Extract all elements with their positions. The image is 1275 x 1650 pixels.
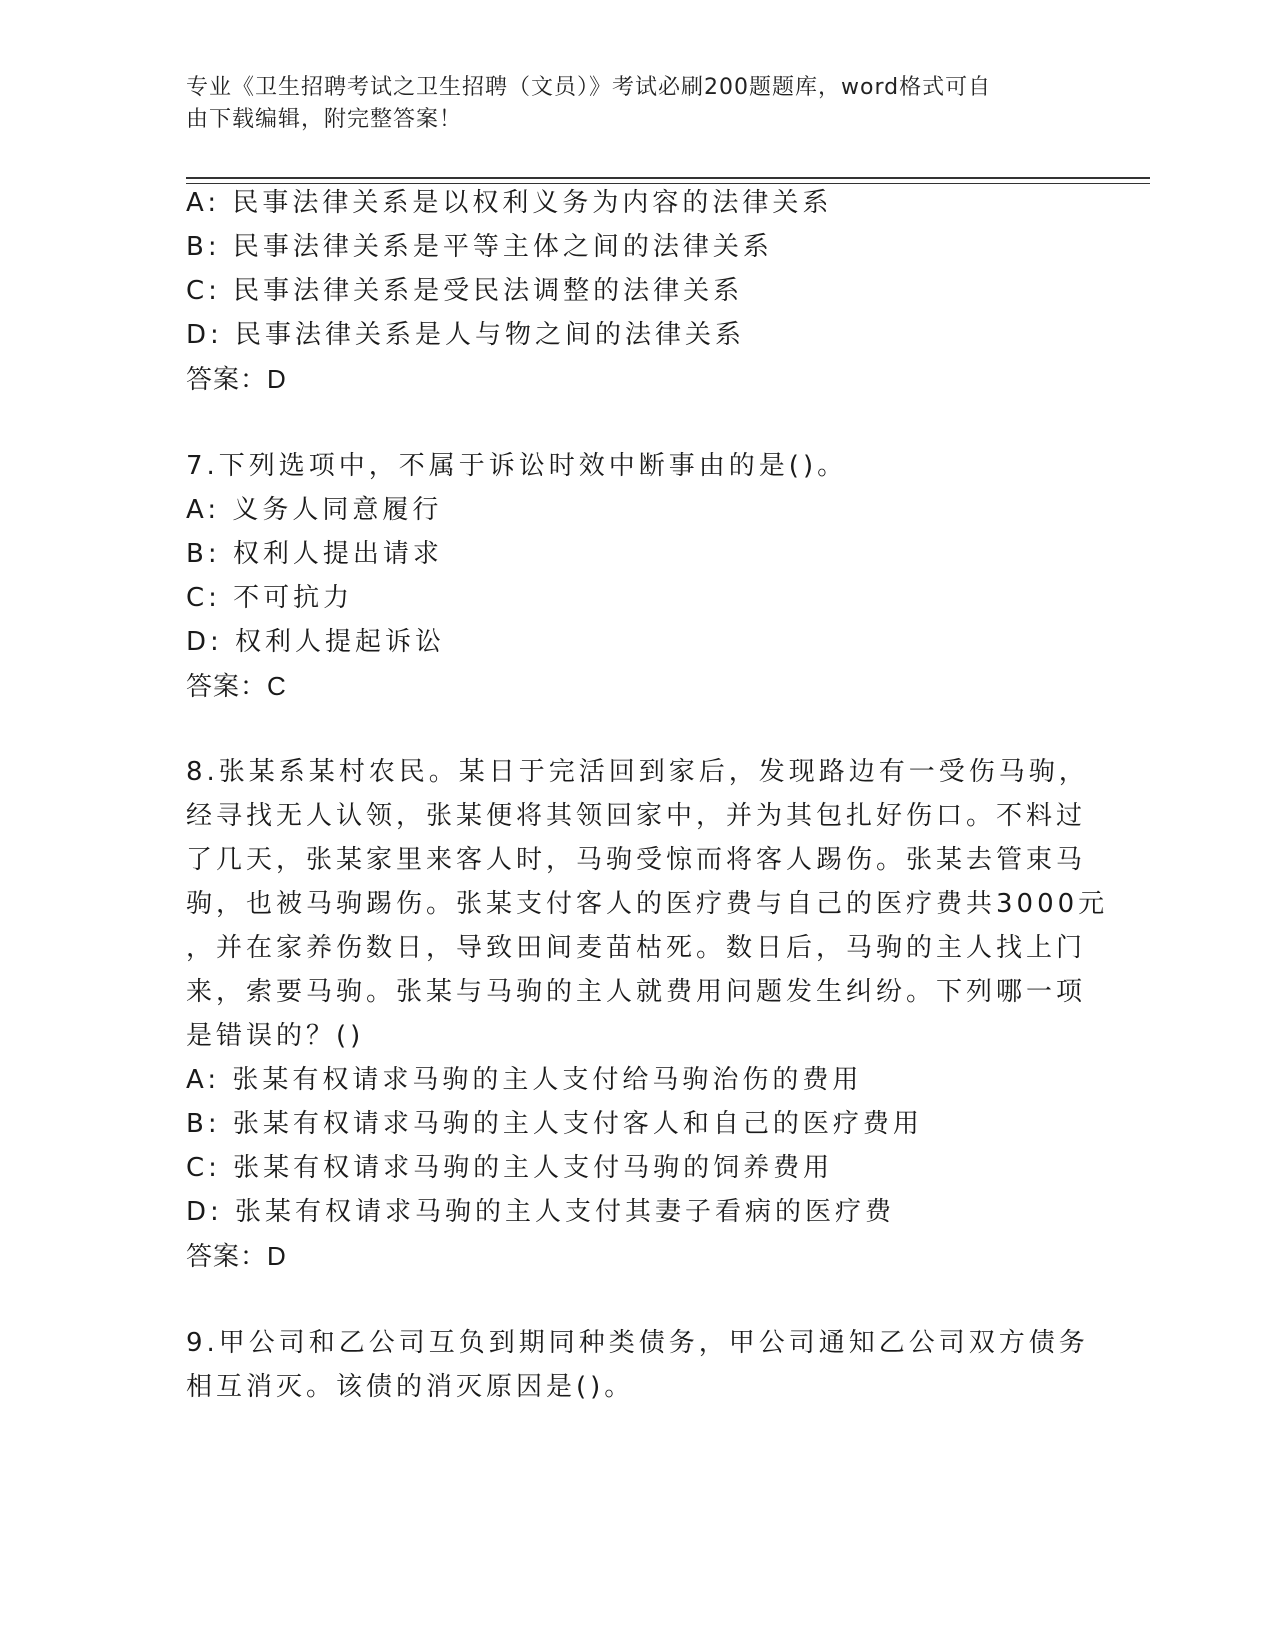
q8-stem-line: 了几天，张某家里来客人时，马驹受惊而将客人踢伤。张某去管束马 (186, 845, 1087, 875)
header-line-1: 专业《卫生招聘考试之卫生招聘（文员）》考试必刷200题题库，word格式可自 (186, 75, 992, 100)
q8-stem-line: 来，索要马驹。张某与马驹的主人就费用问题发生纠纷。下列哪一项 (186, 977, 1087, 1007)
q6-option-a: A: 民事法律关系是以权利义务为内容的法律关系 (186, 188, 833, 218)
q7-option-b: B: 权利人提出请求 (186, 539, 443, 569)
q8-stem-line: 经寻找无人认领，张某便将其领回家中，并为其包扎好伤口。不料过 (186, 801, 1087, 831)
q7-stem: 7.下列选项中，不属于诉讼时效中断事由的是()。 (186, 451, 848, 481)
q8-stem-line: ，并在家养伤数日，导致田间麦苗枯死。数日后，马驹的主人找上门 (186, 933, 1087, 963)
q7-option-c: C: 不可抗力 (186, 583, 354, 613)
q8-stem-line: 8.张某系某村农民。某日于完活回到家后，发现路边有一受伤马驹， (186, 757, 1089, 787)
q9-stem-line: 9.甲公司和乙公司互负到期同种类债务，甲公司通知乙公司双方债务 (186, 1328, 1089, 1358)
q7-option-a: A: 义务人同意履行 (186, 495, 443, 525)
document-header (186, 72, 1066, 136)
q6-option-b: B: 民事法律关系是平等主体之间的法律关系 (186, 232, 773, 262)
q6-option-c: C: 民事法律关系是受民法调整的法律关系 (186, 276, 744, 306)
q8-stem-line: 驹，也被马驹踢伤。张某支付客人的医疗费与自己的医疗费共3000元 (186, 889, 1109, 919)
q9-stem-line: 相互消灭。该债的消灭原因是()。 (186, 1372, 635, 1402)
q8-stem-line: 是错误的？() (186, 1021, 365, 1051)
q7-option-d: D: 权利人提起诉讼 (186, 627, 446, 657)
q6-answer: 答案：D (186, 364, 287, 394)
q7-answer: 答案：C (186, 671, 287, 701)
q8-option-c: C: 张某有权请求马驹的主人支付马驹的饲养费用 (186, 1153, 834, 1183)
q8-option-b: B: 张某有权请求马驹的主人支付客人和自己的医疗费用 (186, 1109, 923, 1139)
q8-option-a: A: 张某有权请求马驹的主人支付给马驹治伤的费用 (186, 1065, 863, 1095)
q8-answer: 答案：D (186, 1241, 287, 1271)
q8-option-d: D: 张某有权请求马驹的主人支付其妻子看病的医疗费 (186, 1197, 896, 1227)
header-divider-thick (186, 177, 1150, 179)
q6-option-d: D: 民事法律关系是人与物之间的法律关系 (186, 320, 746, 350)
header-line-2: 由下载编辑，附完整答案！ (186, 107, 463, 132)
